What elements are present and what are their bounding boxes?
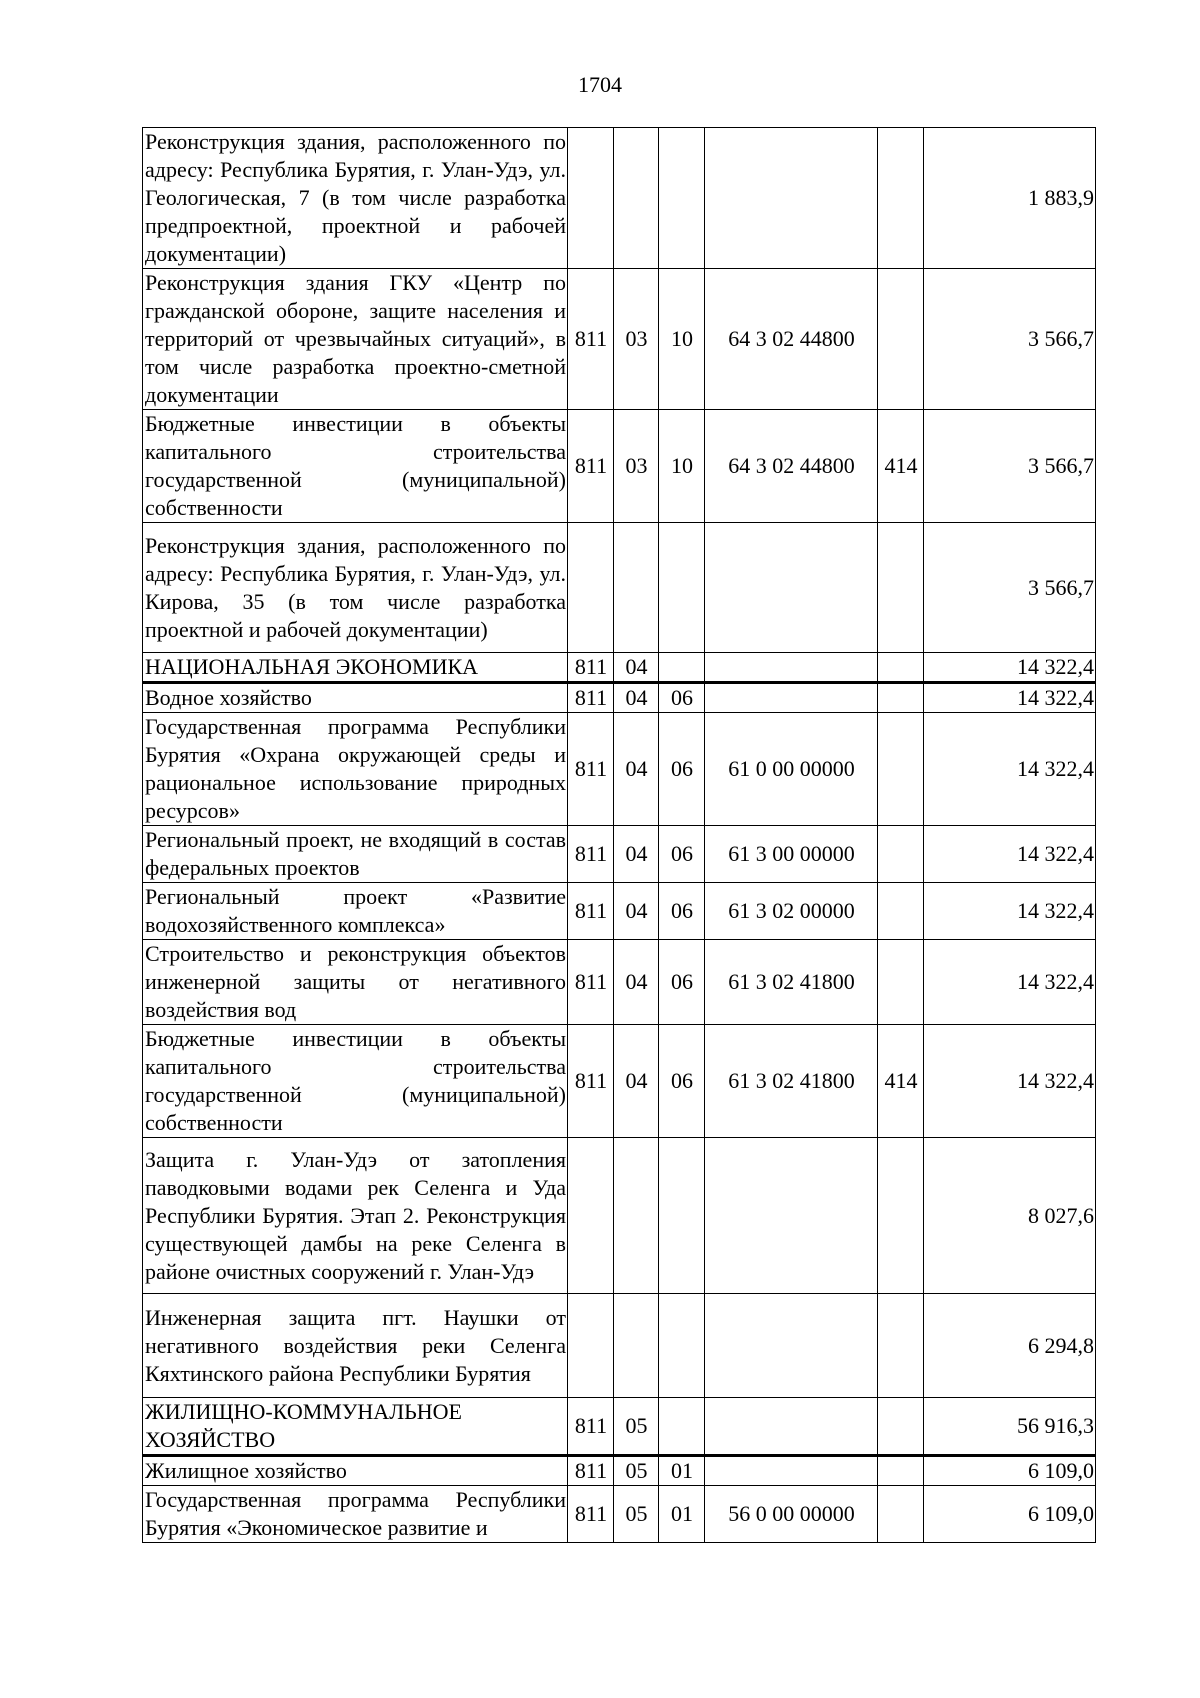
row-name-cell: Инженерная защита пгт. Наушки от негативного воздействия реки Селенга Кяхтинского района Республики Бурятия [143,1294,568,1398]
subsection-code-cell [659,1398,705,1456]
section-code-cell: 04 [614,826,659,883]
amount-cell: 3 566,7 [924,410,1096,523]
subsection-code-cell: 01 [659,1456,705,1486]
target-article-cell: 61 0 00 00000 [705,713,878,826]
table-row [143,683,1096,713]
subsection-code-cell [659,1138,705,1294]
target-article-cell: 61 3 02 00000 [705,883,878,940]
budget-table-body [143,128,1096,1543]
row-name-cell: Региональный проект «Развитие водохозяйственного комплекса» [143,883,568,940]
table-row [143,940,1096,1025]
budget-table [142,127,1096,1543]
ministry-code-cell: 811 [568,1486,614,1543]
subsection-code-cell: 06 [659,1025,705,1138]
row-name-cell: Государственная программа Республики Бурятия «Экономическое развитие и [143,1486,568,1543]
subsection-code-cell: 06 [659,940,705,1025]
row-name-cell: Реконструкция здания, расположенного по адресу: Республика Бурятия, г. Улан-Удэ, ул. Кирова, 35 (в том числе разработка проектной и рабочей документации) [143,523,568,653]
row-name-cell: Жилищное хозяйство [143,1456,568,1486]
section-code-cell [614,523,659,653]
ministry-code-cell: 811 [568,269,614,410]
target-article-cell [705,683,878,713]
ministry-code-cell [568,128,614,269]
ministry-code-cell: 811 [568,826,614,883]
row-name-cell: Реконструкция здания ГКУ «Центр по гражданской обороне, защите населения и территорий от чрезвычайных ситуаций», в том числе разработка проектно-сметной документации [143,269,568,410]
row-name-cell: Водное хозяйство [143,683,568,713]
subsection-code-cell [659,653,705,683]
table-row [143,1456,1096,1486]
table-row [143,269,1096,410]
page-number: 1704 [578,72,622,97]
target-article-cell [705,1398,878,1456]
expense-type-cell: 414 [878,410,924,523]
table-row [143,1138,1096,1294]
ministry-code-cell: 811 [568,1398,614,1456]
ministry-code-cell [568,1294,614,1398]
row-name-cell: Бюджетные инвестиции в объекты капитального строительства государственной (муниципальной) собственности [143,1025,568,1138]
section-code-cell: 03 [614,410,659,523]
ministry-code-cell: 811 [568,713,614,826]
ministry-code-cell: 811 [568,883,614,940]
target-article-cell [705,128,878,269]
ministry-code-cell: 811 [568,1025,614,1138]
table-row [143,826,1096,883]
amount-cell: 14 322,4 [924,940,1096,1025]
expense-type-cell [878,269,924,410]
target-article-cell: 64 3 02 44800 [705,269,878,410]
subsection-code-cell: 06 [659,883,705,940]
expense-type-cell [878,653,924,683]
table-row [143,523,1096,653]
target-article-cell [705,523,878,653]
expense-type-cell [878,1486,924,1543]
target-article-cell: 61 3 00 00000 [705,826,878,883]
expense-type-cell [878,883,924,940]
row-name-cell: Строительство и реконструкция объектов инженерной защиты от негативного воздействия вод [143,940,568,1025]
expense-type-cell [878,1456,924,1486]
expense-type-cell [878,1294,924,1398]
table-row [143,410,1096,523]
subsection-code-cell: 06 [659,683,705,713]
ministry-code-cell: 811 [568,1456,614,1486]
section-code-cell: 04 [614,683,659,713]
target-article-cell: 61 3 02 41800 [705,940,878,1025]
subsection-code-cell: 01 [659,1486,705,1543]
section-code-cell: 04 [614,1025,659,1138]
target-article-cell [705,1294,878,1398]
amount-cell: 6 294,8 [924,1294,1096,1398]
table-row [143,1025,1096,1138]
expense-type-cell: 414 [878,1025,924,1138]
subsection-code-cell: 06 [659,826,705,883]
ministry-code-cell: 811 [568,683,614,713]
row-name-cell: Защита г. Улан-Удэ от затопления паводковыми водами рек Селенга и Уда Республики Бурятия. Этап 2. Реконструкция существующей дамбы на реке Селенга в районе очистных сооружений г. Улан-Удэ [143,1138,568,1294]
section-code-cell: 04 [614,653,659,683]
target-article-cell: 64 3 02 44800 [705,410,878,523]
table-row [143,128,1096,269]
subsection-code-cell: 10 [659,410,705,523]
amount-cell: 14 322,4 [924,1025,1096,1138]
amount-cell: 14 322,4 [924,826,1096,883]
target-article-cell: 61 3 02 41800 [705,1025,878,1138]
section-code-cell [614,1294,659,1398]
ministry-code-cell: 811 [568,410,614,523]
amount-cell: 8 027,6 [924,1138,1096,1294]
amount-cell: 14 322,4 [924,883,1096,940]
row-name-cell: НАЦИОНАЛЬНАЯ ЭКОНОМИКА [143,653,568,683]
target-article-cell [705,653,878,683]
target-article-cell [705,1138,878,1294]
amount-cell: 14 322,4 [924,713,1096,826]
amount-cell: 6 109,0 [924,1456,1096,1486]
section-code-cell: 04 [614,940,659,1025]
section-code-cell: 05 [614,1456,659,1486]
expense-type-cell [878,683,924,713]
table-row [143,653,1096,683]
amount-cell: 14 322,4 [924,653,1096,683]
subsection-code-cell [659,128,705,269]
ministry-code-cell [568,523,614,653]
amount-cell: 56 916,3 [924,1398,1096,1456]
amount-cell: 14 322,4 [924,683,1096,713]
expense-type-cell [878,713,924,826]
subsection-code-cell: 10 [659,269,705,410]
expense-type-cell [878,826,924,883]
subsection-code-cell [659,1294,705,1398]
section-code-cell: 04 [614,713,659,826]
section-code-cell [614,1138,659,1294]
target-article-cell [705,1456,878,1486]
section-code-cell: 05 [614,1398,659,1456]
amount-cell: 3 566,7 [924,269,1096,410]
expense-type-cell [878,128,924,269]
amount-cell: 3 566,7 [924,523,1096,653]
table-row [143,1294,1096,1398]
section-code-cell: 04 [614,883,659,940]
table-row [143,1486,1096,1543]
section-code-cell: 05 [614,1486,659,1543]
expense-type-cell [878,940,924,1025]
table-row [143,1398,1096,1456]
section-code-cell: 03 [614,269,659,410]
target-article-cell: 56 0 00 00000 [705,1486,878,1543]
row-name-cell: ЖИЛИЩНО-КОММУНАЛЬНОЕ ХОЗЯЙСТВО [143,1398,568,1456]
row-name-cell: Государственная программа Республики Бурятия «Охрана окружающей среды и рациональное использование природных ресурсов» [143,713,568,826]
ministry-code-cell: 811 [568,940,614,1025]
subsection-code-cell: 06 [659,713,705,826]
row-name-cell: Региональный проект, не входящий в состав федеральных проектов [143,826,568,883]
ministry-code-cell: 811 [568,653,614,683]
expense-type-cell [878,523,924,653]
section-code-cell [614,128,659,269]
amount-cell: 6 109,0 [924,1486,1096,1543]
table-row [143,713,1096,826]
amount-cell: 1 883,9 [924,128,1096,269]
expense-type-cell [878,1138,924,1294]
table-row [143,883,1096,940]
expense-type-cell [878,1398,924,1456]
ministry-code-cell [568,1138,614,1294]
row-name-cell: Реконструкция здания, расположенного по адресу: Республика Бурятия, г. Улан-Удэ, ул. Геологическая, 7 (в том числе разработка предпроектной, проектной и рабочей документации) [143,128,568,269]
subsection-code-cell [659,523,705,653]
row-name-cell: Бюджетные инвестиции в объекты капитального строительства государственной (муниципальной) собственности [143,410,568,523]
